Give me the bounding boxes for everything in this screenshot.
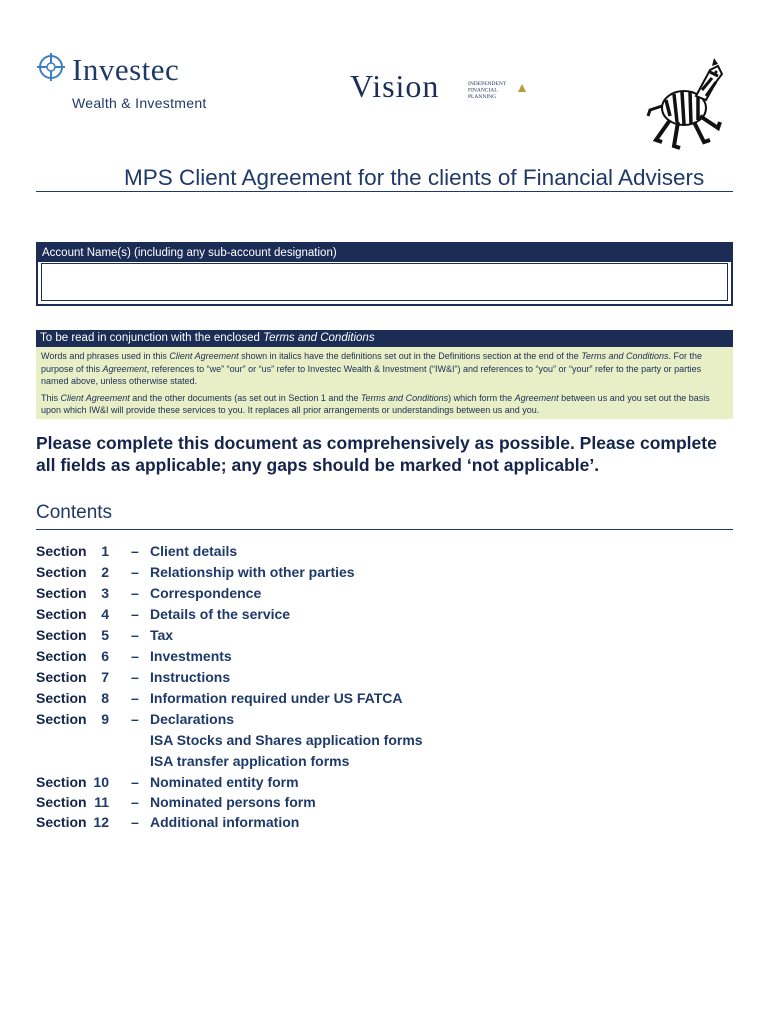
table-of-contents — [36, 541, 536, 832]
contents-dash: – — [131, 606, 139, 622]
contents-item-title: Correspondence — [150, 585, 262, 601]
terms-text-run: and the other documents (as set out in Section 1 and the — [129, 392, 361, 403]
defined-term: Agreement — [102, 363, 147, 374]
terms-heading-italic: Terms and Conditions — [263, 332, 375, 344]
contents-section-word: Section — [36, 690, 87, 706]
partner-tagline-graphic — [468, 78, 528, 100]
contents-dash: – — [131, 814, 139, 830]
contents-section-word: Section — [36, 648, 87, 664]
contents-item[interactable] — [36, 604, 536, 625]
document-title: MPS Client Agreement for the clients of Financial Advisers — [124, 165, 705, 190]
terms-text-run: shown in italics have the definitions set out in the Definitions section at the end of the — [238, 351, 582, 361]
account-name-label: Account Name(s) (including any sub-account designation) — [38, 244, 731, 262]
terms-heading-text: To be read in conjunction with the enclosed — [40, 332, 264, 344]
contents-item-title: Nominated entity form — [150, 774, 299, 790]
brand-name: Investec — [72, 52, 180, 87]
contents-section-word: Section — [36, 794, 87, 810]
contents-section-number: 10 — [93, 774, 109, 790]
terms-text-run: , references to “we” “our” or “us” refer to Investec Wealth & Investment (“IW&I”) and references to “you” or “your” refer to the party or parties named above, unless otherwise stated. — [41, 363, 702, 386]
defined-term: Client Agreement — [169, 351, 239, 361]
zebra-illustration — [644, 56, 726, 152]
contents-section-word: Section — [36, 606, 87, 622]
contents-section-number: 4 — [101, 606, 109, 622]
contents-dash: – — [131, 627, 139, 643]
contents-section-word: Section — [36, 669, 87, 685]
contents-item[interactable] — [36, 688, 536, 709]
defined-term: Terms and Conditions — [360, 392, 449, 403]
svg-text:FINANCIAL: FINANCIAL — [468, 87, 498, 94]
contents-item[interactable] — [36, 709, 536, 730]
contents-item-title: ISA Stocks and Shares application forms — [150, 732, 423, 748]
contents-section-number: 5 — [101, 627, 109, 643]
contents-item[interactable] — [36, 625, 536, 646]
investec-logo — [36, 50, 236, 120]
contents-item-title: Information required under US FATCA — [150, 690, 403, 706]
terms-heading — [36, 330, 733, 347]
contents-item-title: ISA transfer application forms — [150, 753, 350, 769]
contents-item-title: Investments — [150, 648, 232, 664]
contents-dash: – — [131, 794, 139, 810]
terms-text-run: Words and phrases used in this — [41, 351, 170, 361]
contents-dash: – — [131, 690, 139, 706]
contents-section-number: 8 — [101, 690, 109, 706]
contents-item[interactable] — [36, 541, 536, 562]
terms-text-run: This — [41, 392, 61, 403]
contents-item[interactable] — [36, 646, 536, 667]
svg-text:INDEPENDENT: INDEPENDENT — [468, 81, 507, 87]
terms-paragraph-1 — [41, 350, 728, 388]
defined-term: Agreement — [514, 392, 559, 403]
contents-dash: – — [131, 543, 139, 559]
contents-section-number: 1 — [101, 543, 109, 559]
svg-text:PLANNING: PLANNING — [468, 94, 497, 100]
defined-term: Terms and Conditions — [581, 351, 669, 361]
contents-item-title: Tax — [150, 627, 174, 643]
contents-item-title: Nominated persons form — [150, 794, 316, 810]
completion-instruction: Please complete this document as comprehensively as possible. Please complete all fields as applicable; any gaps should be marked ‘not applicable’. — [36, 433, 717, 475]
contents-section-number: 9 — [101, 711, 109, 727]
contents-item[interactable] — [36, 772, 536, 792]
contents-dash: – — [131, 711, 139, 727]
terms-text-run: ) which form the — [448, 392, 515, 403]
contents-section-word: Section — [36, 564, 87, 580]
contents-item-title: Relationship with other parties — [150, 564, 355, 580]
contents-item-title: Declarations — [150, 711, 235, 727]
contents-item-title: Additional information — [150, 814, 300, 830]
contents-item[interactable] — [36, 751, 536, 772]
contents-dash: – — [131, 774, 139, 790]
contents-item-title: Client details — [150, 543, 238, 559]
terms-paragraph-2 — [41, 392, 728, 417]
contents-section-number: 3 — [101, 585, 109, 601]
vision-logo — [350, 68, 540, 108]
contents-item[interactable] — [36, 812, 536, 832]
contents-item-title: Details of the service — [150, 606, 291, 622]
contents-section-word: Section — [36, 543, 87, 559]
terms-text-run: between us and you set out the basis upon which IW&I will provide these services to you. It replaces all prior arrangements or understandings between us and you. — [41, 392, 710, 415]
contents-dash: – — [131, 585, 139, 601]
contents-dash: – — [131, 648, 139, 664]
contents-item[interactable] — [36, 667, 536, 688]
terms-panel — [36, 347, 733, 419]
contents-item[interactable] — [36, 583, 536, 604]
contents-item[interactable] — [36, 730, 536, 751]
contents-section-number: 11 — [94, 794, 109, 810]
contents-item[interactable] — [36, 792, 536, 812]
contents-section-word: Section — [36, 774, 87, 790]
contents-section-number: 12 — [93, 814, 109, 830]
contents-heading: Contents — [36, 502, 113, 523]
partner-name: Vision — [350, 68, 440, 104]
contents-item[interactable] — [36, 562, 536, 583]
contents-section-number: 2 — [101, 564, 109, 580]
brand-subtitle: Wealth & Investment — [72, 95, 207, 111]
contents-section-word: Section — [36, 814, 87, 830]
terms-text-run: . For the purpose of this — [41, 351, 703, 374]
contents-dash: – — [131, 669, 139, 685]
title-divider — [36, 191, 733, 192]
contents-section-word: Section — [36, 627, 87, 643]
contents-section-word: Section — [36, 711, 87, 727]
contents-section-number: 6 — [101, 648, 109, 664]
account-name-input[interactable] — [41, 263, 728, 301]
contents-section-word: Section — [36, 585, 87, 601]
investec-logo-icon — [36, 52, 66, 82]
contents-divider — [36, 529, 733, 530]
defined-term: Client Agreement — [60, 392, 130, 403]
contents-item-title: Instructions — [150, 669, 231, 685]
contents-dash: – — [131, 564, 139, 580]
account-name-box — [36, 242, 733, 306]
contents-section-number: 7 — [101, 669, 109, 685]
